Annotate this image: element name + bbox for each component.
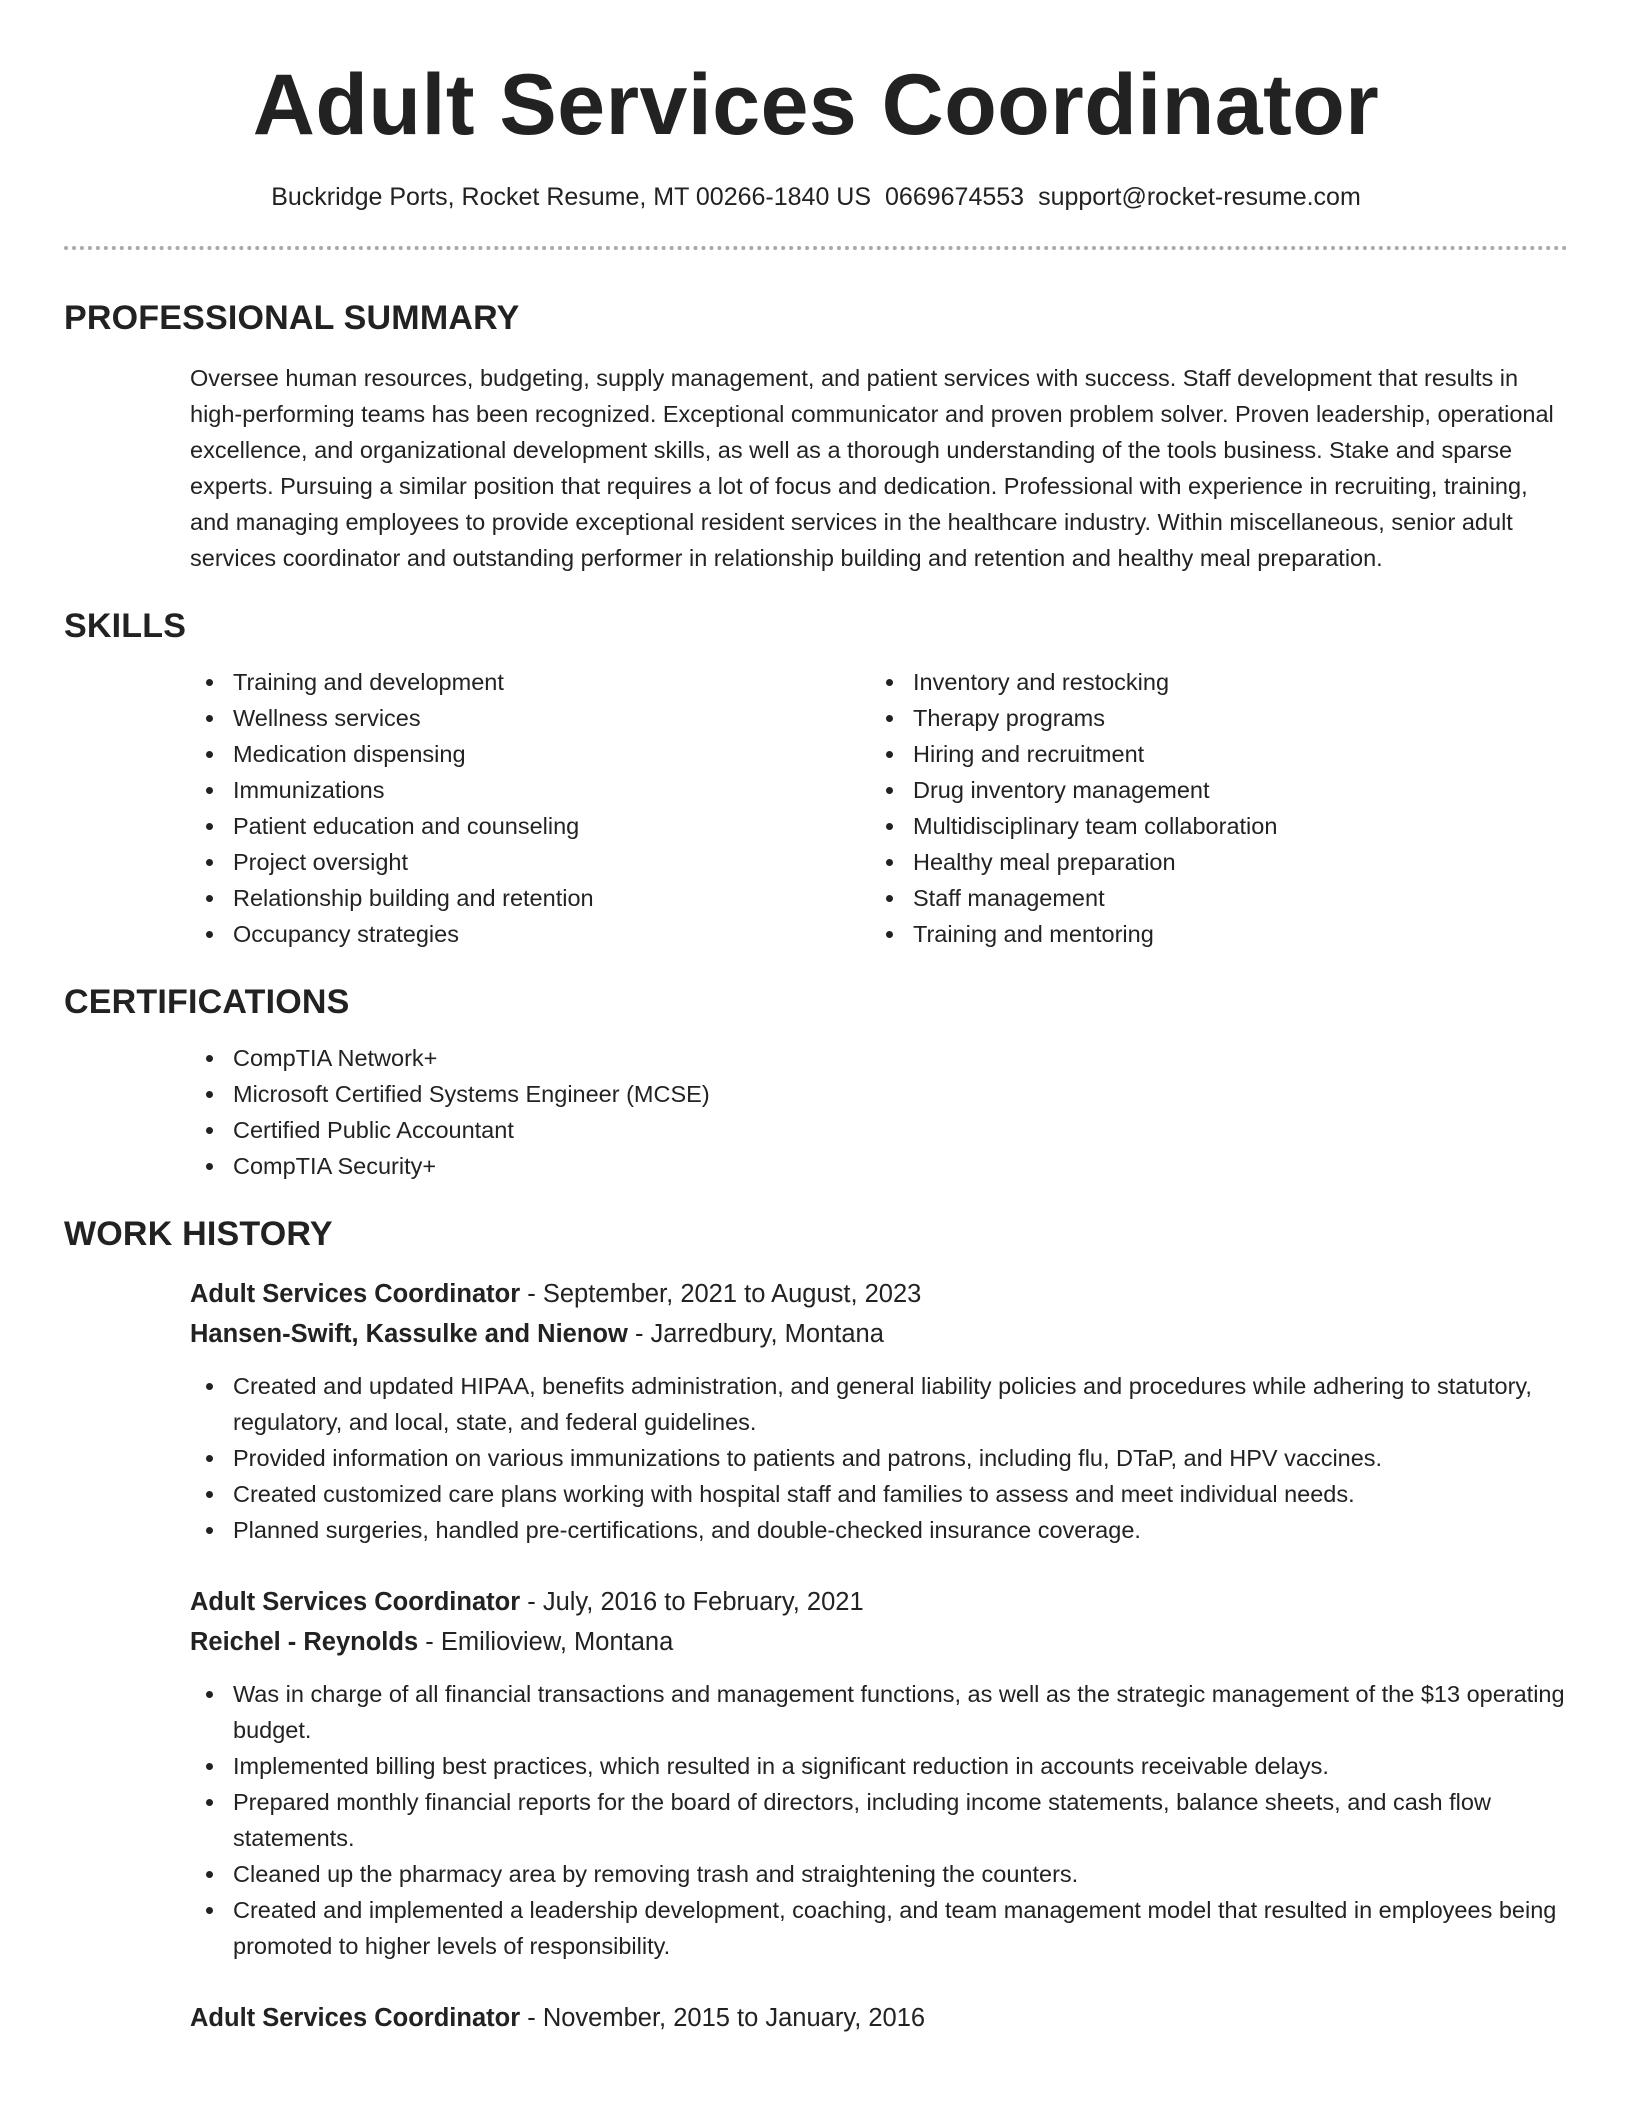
skill-item: Immunizations xyxy=(190,772,870,808)
resume-name: Adult Services Coordinator xyxy=(252,57,1380,153)
job-title-line xyxy=(190,1998,1568,2038)
skill-item: Project oversight xyxy=(190,844,870,880)
job-role: Adult Services Coordinator xyxy=(190,1280,521,1308)
job-bullet: Provided information on various immunizations to patients and patrons, including flu, DTaP, and HPV vaccines. xyxy=(190,1440,1570,1476)
certifications-list xyxy=(190,1040,1568,1184)
section-title-skills: SKILLS xyxy=(64,607,187,645)
job-company: Reichel - Reynolds xyxy=(190,1628,419,1656)
job-company: Hansen-Swift, Kassulke and Nienow xyxy=(190,1320,628,1348)
contact-address: Buckridge Ports, Rocket Resume, MT 00266-1840 US xyxy=(271,183,872,211)
certification-item: Microsoft Certified Systems Engineer (MCSE) xyxy=(190,1076,1568,1112)
job-bullet: Prepared monthly financial reports for the board of directors, including income statements, balance sheets, and cash flow statements. xyxy=(190,1784,1570,1856)
skill-item: Medication dispensing xyxy=(190,736,870,772)
job-role: Adult Services Coordinator xyxy=(190,1588,521,1616)
contact-email: support@rocket-resume.com xyxy=(1038,183,1361,211)
skill-item: Therapy programs xyxy=(870,700,1550,736)
skill-item: Healthy meal preparation xyxy=(870,844,1550,880)
skills-column-left xyxy=(190,664,870,952)
job-dates: - November, 2015 to January, 2016 xyxy=(520,2004,926,2032)
job-company-line xyxy=(190,1622,1568,1662)
job-entry xyxy=(190,1998,1568,2038)
summary-section xyxy=(64,298,1568,576)
skill-item: Hiring and recruitment xyxy=(870,736,1550,772)
job-bullet: Planned surgeries, handled pre-certifications, and double-checked insurance coverage. xyxy=(190,1512,1570,1548)
job-title-line xyxy=(190,1582,1568,1622)
skill-item: Relationship building and retention xyxy=(190,880,870,916)
contact-phone: 0669674553 xyxy=(885,183,1025,211)
job-bullets xyxy=(190,1368,1568,1548)
skill-item: Occupancy strategies xyxy=(190,916,870,952)
work-history-section xyxy=(64,1214,1568,2038)
skill-item: Drug inventory management xyxy=(870,772,1550,808)
skill-item: Wellness services xyxy=(190,700,870,736)
skill-item: Multidisciplinary team collaboration xyxy=(870,808,1550,844)
skills-column-right xyxy=(870,664,1550,952)
skill-item: Patient education and counseling xyxy=(190,808,870,844)
certifications-section xyxy=(64,982,1568,1184)
certification-item: CompTIA Security+ xyxy=(190,1148,1568,1184)
job-bullet: Created and implemented a leadership development, coaching, and team management model that resulted in employees being promoted to higher levels of responsibility. xyxy=(190,1892,1570,1964)
certification-item: Certified Public Accountant xyxy=(190,1112,1568,1148)
job-entry xyxy=(190,1582,1568,1964)
job-title-line xyxy=(190,1274,1568,1314)
certification-item: CompTIA Network+ xyxy=(190,1040,1568,1076)
job-bullet: Created customized care plans working with hospital staff and families to assess and meet individual needs. xyxy=(190,1476,1570,1512)
job-location: - Emilioview, Montana xyxy=(418,1628,674,1656)
job-dates: - September, 2021 to August, 2023 xyxy=(520,1280,922,1308)
job-company-line xyxy=(190,1314,1568,1354)
job-location: - Jarredbury, Montana xyxy=(627,1320,884,1348)
job-bullet: Implemented billing best practices, which resulted in a significant reduction in accounts receivable delays. xyxy=(190,1748,1570,1784)
job-role: Adult Services Coordinator xyxy=(190,2004,521,2032)
skills-section xyxy=(64,606,1568,952)
header-divider xyxy=(64,246,1568,250)
job-dates: - July, 2016 to February, 2021 xyxy=(520,1588,864,1616)
section-title-certifications: CERTIFICATIONS xyxy=(64,983,350,1021)
section-title-work-history: WORK HISTORY xyxy=(64,1215,333,1253)
job-bullet: Was in charge of all financial transactions and management functions, as well as the strategic management of the $13 operating budget. xyxy=(190,1676,1570,1748)
job-entry xyxy=(190,1274,1568,1548)
job-bullets xyxy=(190,1676,1568,1964)
skill-item: Staff management xyxy=(870,880,1550,916)
job-bullet: Created and updated HIPAA, benefits administration, and general liability policies and procedures while adhering to statutory, regulatory, and local, state, and federal guidelines. xyxy=(190,1368,1570,1440)
section-title-summary: PROFESSIONAL SUMMARY xyxy=(64,299,520,337)
skill-item: Training and mentoring xyxy=(870,916,1550,952)
skill-item: Inventory and restocking xyxy=(870,664,1550,700)
summary-text: Oversee human resources, budgeting, supply management, and patient services with success. Staff development that results in high-performing teams has been recognized. Exceptional communicator and proven problem solver. Proven leadership, operational excellence, and organizational development skills, as well as a thorough understanding of the tools business. Stake and sparse experts. Pursuing a similar position that requires a lot of focus and dedication. Professional with experience in recruiting, training, and managing employees to provide exceptional resident services in the healthcare industry. Within miscellaneous, senior adult services coordinator and outstanding performer in relationship building and retention and healthy meal preparation. xyxy=(190,365,1554,571)
job-bullet: Cleaned up the pharmacy area by removing trash and straightening the counters. xyxy=(190,1856,1570,1892)
skills-grid xyxy=(190,664,1568,952)
skill-item: Training and development xyxy=(190,664,870,700)
contact-line xyxy=(64,182,1568,212)
